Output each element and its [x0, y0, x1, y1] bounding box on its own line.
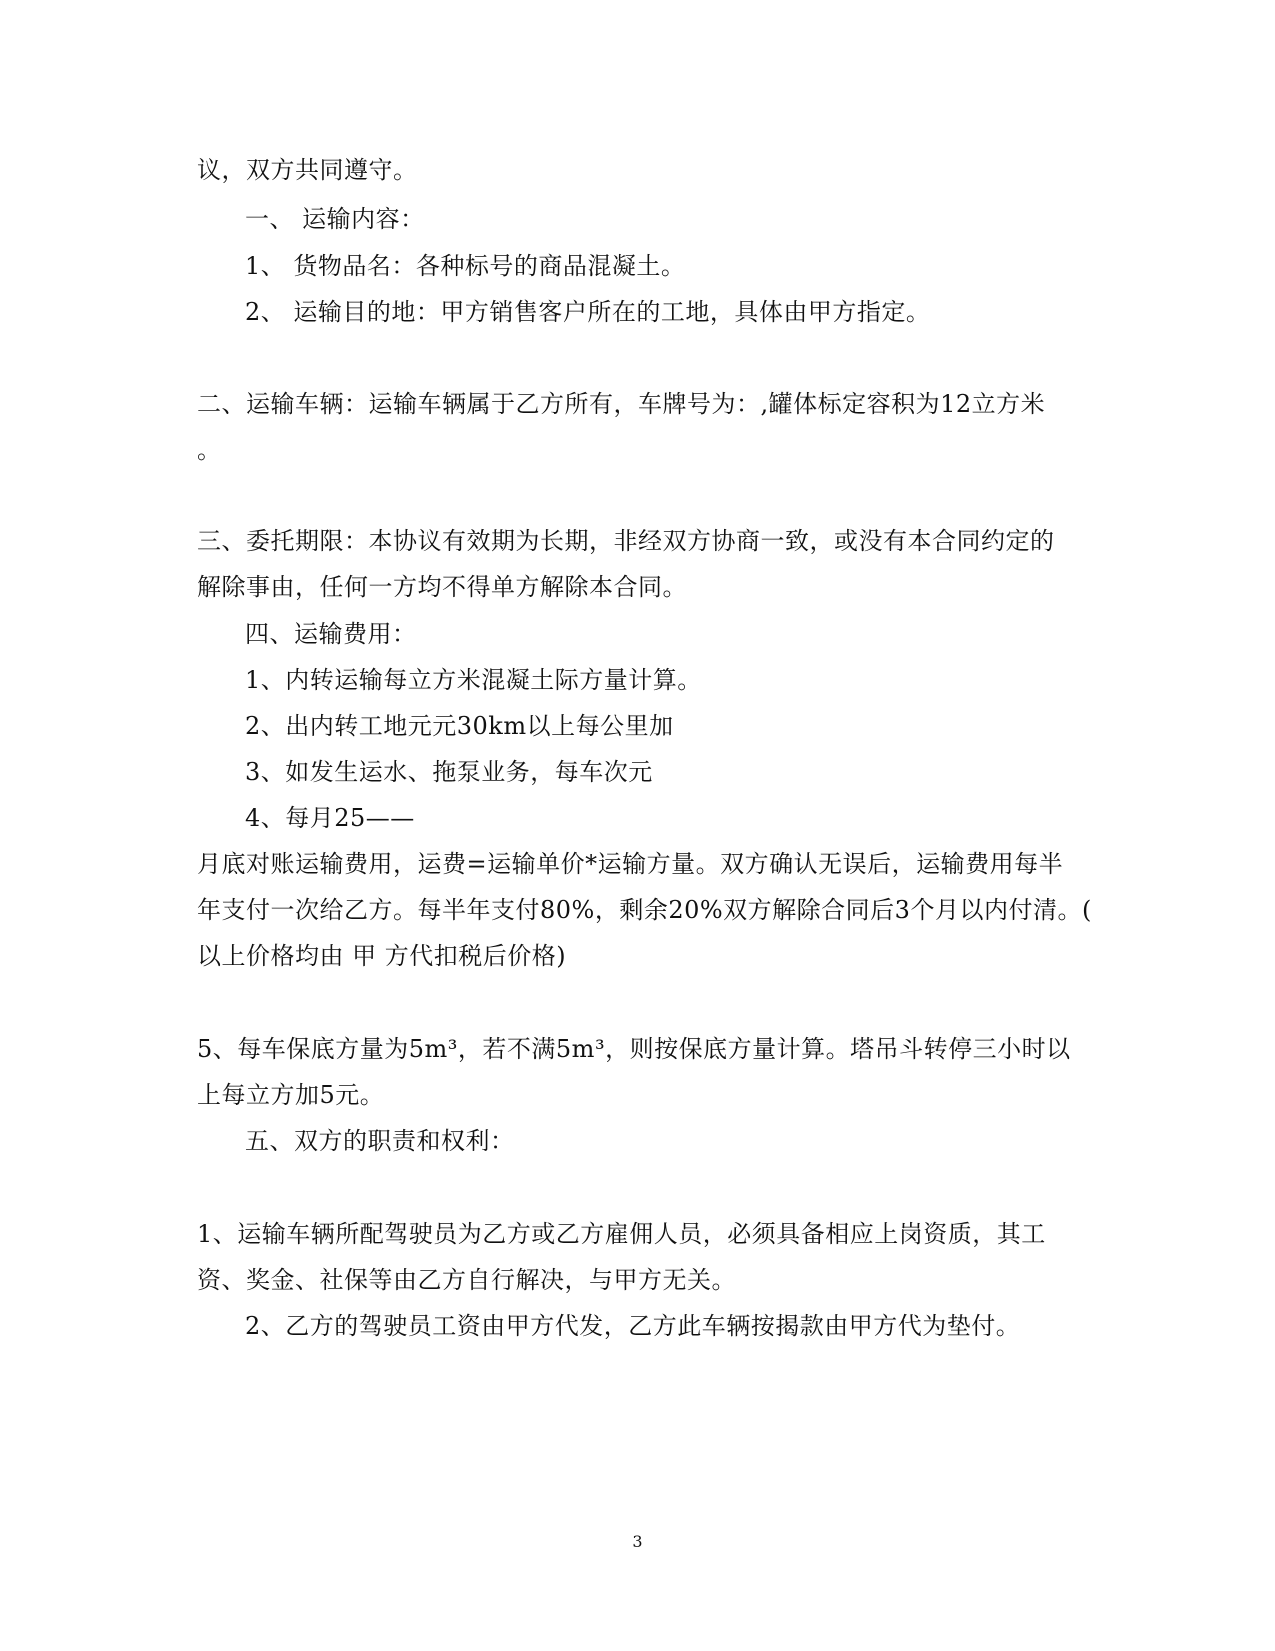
text-line: 2、 运输目的地：甲方销售客户所在的工地，具体由甲方指定。: [245, 298, 931, 326]
text-line: 5、每车保底方量为5m³，若不满5m³，则按保底方量计算。塔吊斗转停三小时以: [197, 1035, 1071, 1063]
text-line: 议，双方共同遵守。: [197, 156, 418, 184]
section-heading: 三、委托期限：本协议有效期为长期，非经双方协商一致，或没有本合同约定的: [197, 527, 1055, 555]
text-line: 3、如发生运水、拖泵业务，每车次元: [245, 758, 653, 786]
section-heading: 二、运输车辆：运输车辆属于乙方所有，车牌号为：,罐体标定容积为12立方米: [197, 390, 1046, 418]
text-line: 月底对账运输费用，运费=运输单价*运输方量。双方确认无误后，运输费用每半: [197, 850, 1064, 878]
text-line: 上每立方加5元。: [197, 1081, 385, 1109]
section-heading: 五、双方的职责和权利：: [245, 1127, 515, 1155]
section-heading: 一、 运输内容：: [245, 205, 425, 233]
section-heading: 四、运输费用：: [245, 620, 417, 648]
text-line: 资、奖金、社保等由乙方自行解决，与甲方无关。: [197, 1266, 736, 1294]
text-line: 4、每月25——: [245, 804, 415, 832]
text-line: 解除事由，任何一方均不得单方解除本合同。: [197, 573, 687, 601]
text-line: 1、运输车辆所配驾驶员为乙方或乙方雇佣人员，必须具备相应上岗资质，其工: [197, 1220, 1046, 1248]
text-line: 年支付一次给乙方。每半年支付80%，剩余20%双方解除合同后3个月以内付清。(: [197, 896, 1092, 924]
text-line: 2、乙方的驾驶员工资由甲方代发，乙方此车辆按揭款由甲方代为垫付。: [245, 1312, 1021, 1340]
text-line: 。: [197, 436, 222, 464]
text-line: 1、内转运输每立方米混凝土际方量计算。: [245, 666, 702, 694]
text-line: 1、 货物品名：各种标号的商品混凝土。: [245, 252, 686, 280]
text-line: 以上价格均由 甲 方代扣税后价格): [197, 942, 567, 970]
text-line: 2、出内转工地元元30km以上每公里加: [245, 712, 674, 740]
page-number: 3: [632, 1532, 643, 1551]
